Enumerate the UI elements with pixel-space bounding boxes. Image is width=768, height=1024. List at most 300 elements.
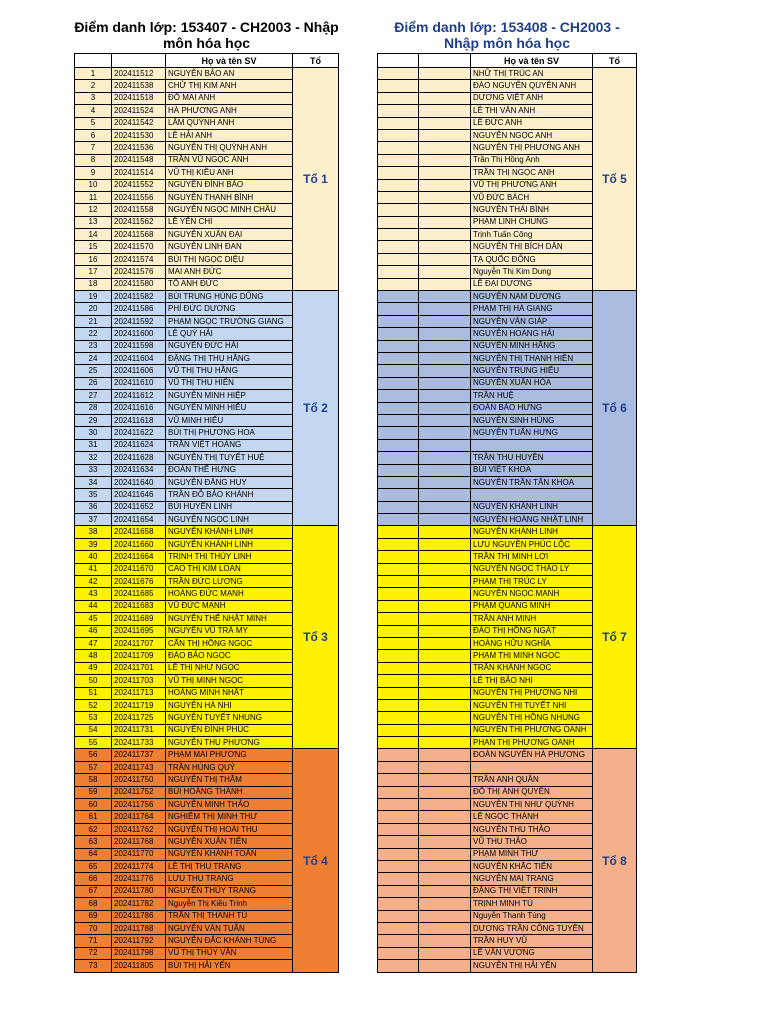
student-name: NGUYỄN THANH BÌNH bbox=[166, 191, 293, 203]
row-number: 64 bbox=[75, 848, 112, 860]
student-id: 202411652 bbox=[112, 501, 166, 513]
row-number: 2 bbox=[75, 80, 112, 92]
blank-cell bbox=[378, 291, 419, 303]
blank-cell bbox=[378, 68, 419, 80]
student-id: 202411776 bbox=[112, 873, 166, 885]
student-name: PHẠM MAI PHƯƠNG bbox=[166, 749, 293, 761]
student-name: TRẦN ANH MINH bbox=[471, 613, 593, 625]
blank-cell bbox=[419, 92, 471, 104]
row-number: 26 bbox=[75, 377, 112, 389]
blank-cell bbox=[378, 129, 419, 141]
student-id: 202411624 bbox=[112, 439, 166, 451]
blank-cell bbox=[419, 737, 471, 749]
student-name: NGHIÊM THỊ MINH THƯ bbox=[166, 811, 293, 823]
student-name: VŨ THỊ PHƯƠNG ANH bbox=[471, 179, 593, 191]
blank-cell bbox=[378, 377, 419, 389]
row-number: 65 bbox=[75, 861, 112, 873]
right-sheet-title: Điểm danh lớp: 153408 - CH2003 - Nhập môn hóa học bbox=[394, 19, 620, 51]
row-number: 31 bbox=[75, 439, 112, 451]
student-name: ĐÀO NGUYỄN QUYÊN ANH bbox=[471, 80, 593, 92]
student-id: 202411562 bbox=[112, 216, 166, 228]
blank-cell bbox=[378, 799, 419, 811]
student-name bbox=[471, 439, 593, 451]
row-number: 36 bbox=[75, 501, 112, 513]
table-row bbox=[378, 749, 637, 761]
blank-cell bbox=[378, 823, 419, 835]
student-id: 202411703 bbox=[112, 675, 166, 687]
student-name: PHẠM QUANG MINH bbox=[471, 600, 593, 612]
blank-cell bbox=[419, 352, 471, 364]
row-number: 72 bbox=[75, 947, 112, 959]
row-number: 49 bbox=[75, 662, 112, 674]
student-name: Nguyễn Thị Kim Dung bbox=[471, 266, 593, 278]
blank-cell bbox=[378, 365, 419, 377]
blank-cell bbox=[419, 699, 471, 711]
blank-cell bbox=[378, 241, 419, 253]
row-number: 54 bbox=[75, 724, 112, 736]
student-name: NGUYỄN NGỌC MINH CHÂU bbox=[166, 204, 293, 216]
blank-cell bbox=[378, 328, 419, 340]
group-label: Tổ 3 bbox=[293, 526, 339, 749]
student-id: 202411592 bbox=[112, 315, 166, 327]
student-name: NGUYỄN VĂN GIÁP bbox=[471, 315, 593, 327]
student-id: 202411743 bbox=[112, 761, 166, 773]
blank-cell bbox=[419, 427, 471, 439]
blank-cell bbox=[419, 526, 471, 538]
blank-cell bbox=[378, 774, 419, 786]
student-name: BÙI THỊ NGỌC DIỆU bbox=[166, 253, 293, 265]
student-name: ĐOÀN BẢO HƯNG bbox=[471, 402, 593, 414]
blank-cell bbox=[419, 476, 471, 488]
table-row bbox=[75, 68, 339, 80]
student-id: 202411713 bbox=[112, 687, 166, 699]
row-number: 70 bbox=[75, 922, 112, 934]
blank-cell bbox=[378, 947, 419, 959]
blank-cell bbox=[419, 712, 471, 724]
student-name: NGUYỄN THÙY TRANG bbox=[166, 885, 293, 897]
blank-cell bbox=[378, 80, 419, 92]
student-id: 202411805 bbox=[112, 960, 166, 972]
student-name: NGUYỄN ĐĂNG HUY bbox=[166, 476, 293, 488]
blank-cell bbox=[419, 129, 471, 141]
student-name: NGUYỄN MINH HIỆP bbox=[166, 390, 293, 402]
row-number: 21 bbox=[75, 315, 112, 327]
student-name: TRẦN VŨ NGỌC ÁNH bbox=[166, 154, 293, 166]
blank-cell bbox=[378, 216, 419, 228]
student-id: 202411580 bbox=[112, 278, 166, 290]
student-name: NGUYỄN HOÀNG NHẬT LINH bbox=[471, 514, 593, 526]
student-name: NGUYỄN ĐẮC KHÁNH TÙNG bbox=[166, 935, 293, 947]
student-name: VŨ MINH HIẾU bbox=[166, 414, 293, 426]
blank-cell bbox=[378, 105, 419, 117]
student-id: 202411670 bbox=[112, 563, 166, 575]
student-name: NGUYỄN XUÂN ĐẠI bbox=[166, 229, 293, 241]
blank-cell bbox=[378, 898, 419, 910]
student-id: 202411514 bbox=[112, 167, 166, 179]
student-name bbox=[471, 761, 593, 773]
student-id: 202411731 bbox=[112, 724, 166, 736]
row-number: 40 bbox=[75, 551, 112, 563]
student-name: NGUYỄN NGỌC LINH bbox=[166, 514, 293, 526]
blank-cell bbox=[419, 402, 471, 414]
blank-cell bbox=[419, 340, 471, 352]
blank-cell bbox=[378, 873, 419, 885]
student-id: 202411542 bbox=[112, 117, 166, 129]
row-number: 18 bbox=[75, 278, 112, 290]
student-id: 202411598 bbox=[112, 340, 166, 352]
row-number: 60 bbox=[75, 799, 112, 811]
student-id: 202411750 bbox=[112, 774, 166, 786]
blank-cell bbox=[419, 588, 471, 600]
student-name: TRẦN ĐỨC LƯƠNG bbox=[166, 576, 293, 588]
student-id: 202411676 bbox=[112, 576, 166, 588]
student-name: NHỮ THỊ TRÚC AN bbox=[471, 68, 593, 80]
blank-cell bbox=[378, 761, 419, 773]
blank-cell bbox=[419, 576, 471, 588]
student-name: BÙI VIỆT KHOA bbox=[471, 464, 593, 476]
row-number: 24 bbox=[75, 352, 112, 364]
blank-cell bbox=[419, 80, 471, 92]
left-table-body bbox=[75, 68, 339, 973]
row-number: 45 bbox=[75, 613, 112, 625]
student-id: 202411733 bbox=[112, 737, 166, 749]
student-name: VŨ THỊ THU HIỀN bbox=[166, 377, 293, 389]
student-name: NGUYỄN THU THẢO bbox=[471, 823, 593, 835]
student-name: ĐOÀN THẾ HƯNG bbox=[166, 464, 293, 476]
header-group: Tổ bbox=[293, 54, 339, 68]
student-id: 202411600 bbox=[112, 328, 166, 340]
table-row bbox=[378, 526, 637, 538]
blank-cell bbox=[419, 229, 471, 241]
blank-cell bbox=[378, 737, 419, 749]
student-id: 202411646 bbox=[112, 489, 166, 501]
student-id: 202411770 bbox=[112, 848, 166, 860]
blank-cell bbox=[378, 538, 419, 550]
left-sheet-title: Điểm danh lớp: 153407 - CH2003 - Nhập môn hóa học bbox=[74, 19, 339, 51]
student-name: NGUYỄN KHÁNH LINH bbox=[471, 501, 593, 513]
blank-cell bbox=[378, 229, 419, 241]
student-name: TRẦN HÙNG QUÝ bbox=[166, 761, 293, 773]
blank-cell bbox=[378, 414, 419, 426]
student-id: 202411762 bbox=[112, 823, 166, 835]
blank-cell bbox=[378, 514, 419, 526]
blank-cell bbox=[419, 216, 471, 228]
student-id: 202411737 bbox=[112, 749, 166, 761]
blank-cell bbox=[378, 600, 419, 612]
blank-cell bbox=[419, 241, 471, 253]
student-name: NGUYỄN XUÂN HÒA bbox=[471, 377, 593, 389]
blank-cell bbox=[419, 68, 471, 80]
blank-cell bbox=[378, 749, 419, 761]
student-name: NGUYỄN THỊ HOÀI THU bbox=[166, 823, 293, 835]
row-number: 32 bbox=[75, 452, 112, 464]
row-number: 5 bbox=[75, 117, 112, 129]
blank-cell bbox=[419, 960, 471, 972]
student-name: TRẦN THỊ THANH TÚ bbox=[166, 910, 293, 922]
blank-cell bbox=[419, 625, 471, 637]
row-number: 63 bbox=[75, 836, 112, 848]
row-number: 9 bbox=[75, 167, 112, 179]
blank-cell bbox=[378, 588, 419, 600]
student-id: 202411610 bbox=[112, 377, 166, 389]
student-name: VŨ THỊ THU HẰNG bbox=[166, 365, 293, 377]
row-number: 42 bbox=[75, 576, 112, 588]
student-name: NGUYỄN BẢO AN bbox=[166, 68, 293, 80]
group-label: Tổ 1 bbox=[293, 68, 339, 291]
row-number: 7 bbox=[75, 142, 112, 154]
blank-cell bbox=[419, 935, 471, 947]
student-name: HOÀNG ĐỨC MẠNH bbox=[166, 588, 293, 600]
student-name: NGUYỄN ĐÌNH BẢO bbox=[166, 179, 293, 191]
student-name: NGUYỄN HÀ NHI bbox=[166, 699, 293, 711]
student-name: TRẦN THỊ MINH LỢI bbox=[471, 551, 593, 563]
student-name: NGUYỄN KHẮC TIẾN bbox=[471, 861, 593, 873]
blank-cell bbox=[378, 352, 419, 364]
student-name: NGUYỄN THẾ NHẬT MINH bbox=[166, 613, 293, 625]
blank-cell bbox=[419, 799, 471, 811]
student-name: DƯƠNG TRẦN CÔNG TUYỀN bbox=[471, 922, 593, 934]
row-number: 41 bbox=[75, 563, 112, 575]
blank-cell bbox=[419, 873, 471, 885]
row-number: 46 bbox=[75, 625, 112, 637]
student-name: NGUYỄN VŨ TRÀ MY bbox=[166, 625, 293, 637]
student-name: NGUYỄN MINH HẰNG bbox=[471, 340, 593, 352]
blank-cell bbox=[378, 167, 419, 179]
student-id: 202411582 bbox=[112, 291, 166, 303]
student-name: NGUYỄN THỊ THANH HIỀN bbox=[471, 352, 593, 364]
row-number: 44 bbox=[75, 600, 112, 612]
student-name: DƯƠNG VIỆT ANH bbox=[471, 92, 593, 104]
blank-cell bbox=[419, 563, 471, 575]
student-name: LÂM QUỲNH ANH bbox=[166, 117, 293, 129]
row-number: 39 bbox=[75, 538, 112, 550]
blank-cell bbox=[378, 662, 419, 674]
student-id: 202411707 bbox=[112, 637, 166, 649]
blank-cell bbox=[419, 365, 471, 377]
group-label: Tổ 8 bbox=[593, 749, 637, 972]
student-name: TRẦN ANH QUÂN bbox=[471, 774, 593, 786]
student-id: 202411709 bbox=[112, 650, 166, 662]
row-number: 11 bbox=[75, 191, 112, 203]
header-name: Họ và tên SV bbox=[471, 54, 593, 68]
student-name: TRẦN THỊ NGỌC ANH bbox=[471, 167, 593, 179]
student-id: 202411548 bbox=[112, 154, 166, 166]
blank-cell bbox=[378, 452, 419, 464]
student-name: Trịnh Tuấn Công bbox=[471, 229, 593, 241]
blank-cell bbox=[419, 253, 471, 265]
student-id: 202411658 bbox=[112, 526, 166, 538]
student-name: ĐẶNG THỊ VIỆT TRINH bbox=[471, 885, 593, 897]
blank-cell bbox=[378, 476, 419, 488]
blank-cell bbox=[378, 278, 419, 290]
student-name: NGUYỄN THỊ HẢI YẾN bbox=[471, 960, 593, 972]
student-name: NGUYỄN THỊ NHƯ QUỲNH bbox=[471, 799, 593, 811]
student-name: BÙI HOÀNG THÀNH bbox=[166, 786, 293, 798]
student-name: ĐẶNG THỊ THU HẰNG bbox=[166, 352, 293, 364]
student-name: NGUYỄN KHÁNH LINH bbox=[166, 538, 293, 550]
blank-cell bbox=[419, 142, 471, 154]
student-name: NGUYỄN NGỌC MẠNH bbox=[471, 588, 593, 600]
blank-cell bbox=[419, 848, 471, 860]
student-name: LÊ ĐỨC ANH bbox=[471, 117, 593, 129]
student-name: VŨ ĐỨC MẠNH bbox=[166, 600, 293, 612]
blank-cell bbox=[378, 303, 419, 315]
row-number: 56 bbox=[75, 749, 112, 761]
student-name: NGUYỄN XUÂN TIẾN bbox=[166, 836, 293, 848]
table-header-row bbox=[378, 54, 637, 68]
table-row bbox=[378, 291, 637, 303]
blank-cell bbox=[419, 898, 471, 910]
blank-cell bbox=[419, 439, 471, 451]
row-number: 4 bbox=[75, 105, 112, 117]
student-id: 202411524 bbox=[112, 105, 166, 117]
blank-cell bbox=[419, 922, 471, 934]
student-id: 202411782 bbox=[112, 898, 166, 910]
row-number: 8 bbox=[75, 154, 112, 166]
blank-cell bbox=[378, 92, 419, 104]
student-name: NGUYỄN ĐÌNH PHÚC bbox=[166, 724, 293, 736]
student-id: 202411530 bbox=[112, 129, 166, 141]
student-name: ĐOÀN NGUYỄN HÀ PHƯƠNG bbox=[471, 749, 593, 761]
blank-cell bbox=[378, 922, 419, 934]
row-number: 53 bbox=[75, 712, 112, 724]
student-name: LÊ QUÝ HẢI bbox=[166, 328, 293, 340]
student-id: 202411552 bbox=[112, 179, 166, 191]
left-attendance-table bbox=[74, 53, 339, 973]
header-blank bbox=[378, 54, 419, 68]
row-number: 73 bbox=[75, 960, 112, 972]
row-number: 23 bbox=[75, 340, 112, 352]
blank-cell bbox=[378, 179, 419, 191]
blank-cell bbox=[419, 823, 471, 835]
student-id: 202411786 bbox=[112, 910, 166, 922]
blank-cell bbox=[378, 154, 419, 166]
student-name: PHẠM MINH THƯ bbox=[471, 848, 593, 860]
row-number: 55 bbox=[75, 737, 112, 749]
blank-cell bbox=[419, 662, 471, 674]
row-number: 10 bbox=[75, 179, 112, 191]
blank-cell bbox=[378, 885, 419, 897]
row-number: 38 bbox=[75, 526, 112, 538]
blank-cell bbox=[419, 501, 471, 513]
student-name: BÙI HUYỀN LINH bbox=[166, 501, 293, 513]
blank-cell bbox=[419, 650, 471, 662]
row-number: 17 bbox=[75, 266, 112, 278]
student-id: 202411538 bbox=[112, 80, 166, 92]
student-id: 202411640 bbox=[112, 476, 166, 488]
student-id: 202411768 bbox=[112, 836, 166, 848]
student-name: MAI ANH ĐỨC bbox=[166, 266, 293, 278]
student-name: NGUYỄN THỊ PHƯƠNG ANH bbox=[471, 142, 593, 154]
row-number: 37 bbox=[75, 514, 112, 526]
header-blank bbox=[75, 54, 112, 68]
row-number: 14 bbox=[75, 229, 112, 241]
student-id: 202411664 bbox=[112, 551, 166, 563]
student-id: 202411576 bbox=[112, 266, 166, 278]
row-number: 34 bbox=[75, 476, 112, 488]
row-number: 13 bbox=[75, 216, 112, 228]
blank-cell bbox=[419, 749, 471, 761]
row-number: 29 bbox=[75, 414, 112, 426]
blank-cell bbox=[419, 786, 471, 798]
student-id: 202411701 bbox=[112, 662, 166, 674]
student-name: NGUYỄN TUYẾT NHUNG bbox=[166, 712, 293, 724]
student-name bbox=[471, 489, 593, 501]
student-name: VŨ THU THẢO bbox=[471, 836, 593, 848]
student-name: NGUYỄN KHÁNH LINH bbox=[166, 526, 293, 538]
blank-cell bbox=[378, 315, 419, 327]
student-name: ĐÀO THỊ HỒNG NGÁT bbox=[471, 625, 593, 637]
blank-cell bbox=[419, 600, 471, 612]
blank-cell bbox=[378, 724, 419, 736]
blank-cell bbox=[378, 191, 419, 203]
student-id: 202411660 bbox=[112, 538, 166, 550]
student-name: ĐỖ MAI ANH bbox=[166, 92, 293, 104]
group-label: Tổ 7 bbox=[593, 526, 637, 749]
student-name: LÊ THỊ BẢO NHI bbox=[471, 675, 593, 687]
student-name: LÊ NGỌC THÀNH bbox=[471, 811, 593, 823]
blank-cell bbox=[419, 637, 471, 649]
blank-cell bbox=[419, 154, 471, 166]
student-name: LÊ THỊ NHƯ NGỌC bbox=[166, 662, 293, 674]
student-name: NGUYỄN THU PHƯƠNG bbox=[166, 737, 293, 749]
student-name: Nguyễn Thanh Tùng bbox=[471, 910, 593, 922]
group-label: Tổ 5 bbox=[593, 68, 637, 291]
student-name: NGUYỄN TUẤN HƯNG bbox=[471, 427, 593, 439]
row-number: 58 bbox=[75, 774, 112, 786]
student-name: PHẠM THỊ TRÚC LY bbox=[471, 576, 593, 588]
student-id: 202411612 bbox=[112, 390, 166, 402]
student-name: NGUYỄN THỊ HỒNG NHUNG bbox=[471, 712, 593, 724]
student-id: 202411780 bbox=[112, 885, 166, 897]
right-table-body bbox=[378, 68, 637, 973]
student-id: 202411689 bbox=[112, 613, 166, 625]
group-label: Tổ 6 bbox=[593, 291, 637, 526]
blank-cell bbox=[419, 861, 471, 873]
student-name: Nguyễn Thị Kiều Trinh bbox=[166, 898, 293, 910]
blank-cell bbox=[378, 266, 419, 278]
blank-cell bbox=[419, 774, 471, 786]
row-number: 66 bbox=[75, 873, 112, 885]
student-name: TRỊNH THỊ THÙY LINH bbox=[166, 551, 293, 563]
blank-cell bbox=[378, 960, 419, 972]
header-name: Họ và tên SV bbox=[166, 54, 293, 68]
row-number: 12 bbox=[75, 204, 112, 216]
student-name: NGUYỄN THỊ TUYẾT HUỆ bbox=[166, 452, 293, 464]
blank-cell bbox=[419, 687, 471, 699]
student-name: PHẠM LINH CHUNG bbox=[471, 216, 593, 228]
blank-cell bbox=[378, 204, 419, 216]
student-id: 202411725 bbox=[112, 712, 166, 724]
student-name: CẤN THỊ HỒNG NGỌC bbox=[166, 637, 293, 649]
student-name: NGUYỄN NGỌC THẢO LY bbox=[471, 563, 593, 575]
blank-cell bbox=[378, 464, 419, 476]
blank-cell bbox=[378, 563, 419, 575]
student-name: TRẦN VIỆT HOÀNG bbox=[166, 439, 293, 451]
student-name: NGUYỄN SINH HÙNG bbox=[471, 414, 593, 426]
student-name: NGUYỄN THỊ BÍCH DÂN bbox=[471, 241, 593, 253]
row-number: 1 bbox=[75, 68, 112, 80]
blank-cell bbox=[419, 191, 471, 203]
row-number: 59 bbox=[75, 786, 112, 798]
student-name: NGUYỄN KHÁNH TOÀN bbox=[166, 848, 293, 860]
row-number: 28 bbox=[75, 402, 112, 414]
student-id: 202411570 bbox=[112, 241, 166, 253]
blank-cell bbox=[419, 266, 471, 278]
student-name: CHỬ THỊ KIM ANH bbox=[166, 80, 293, 92]
table-row bbox=[75, 526, 339, 538]
blank-cell bbox=[419, 761, 471, 773]
